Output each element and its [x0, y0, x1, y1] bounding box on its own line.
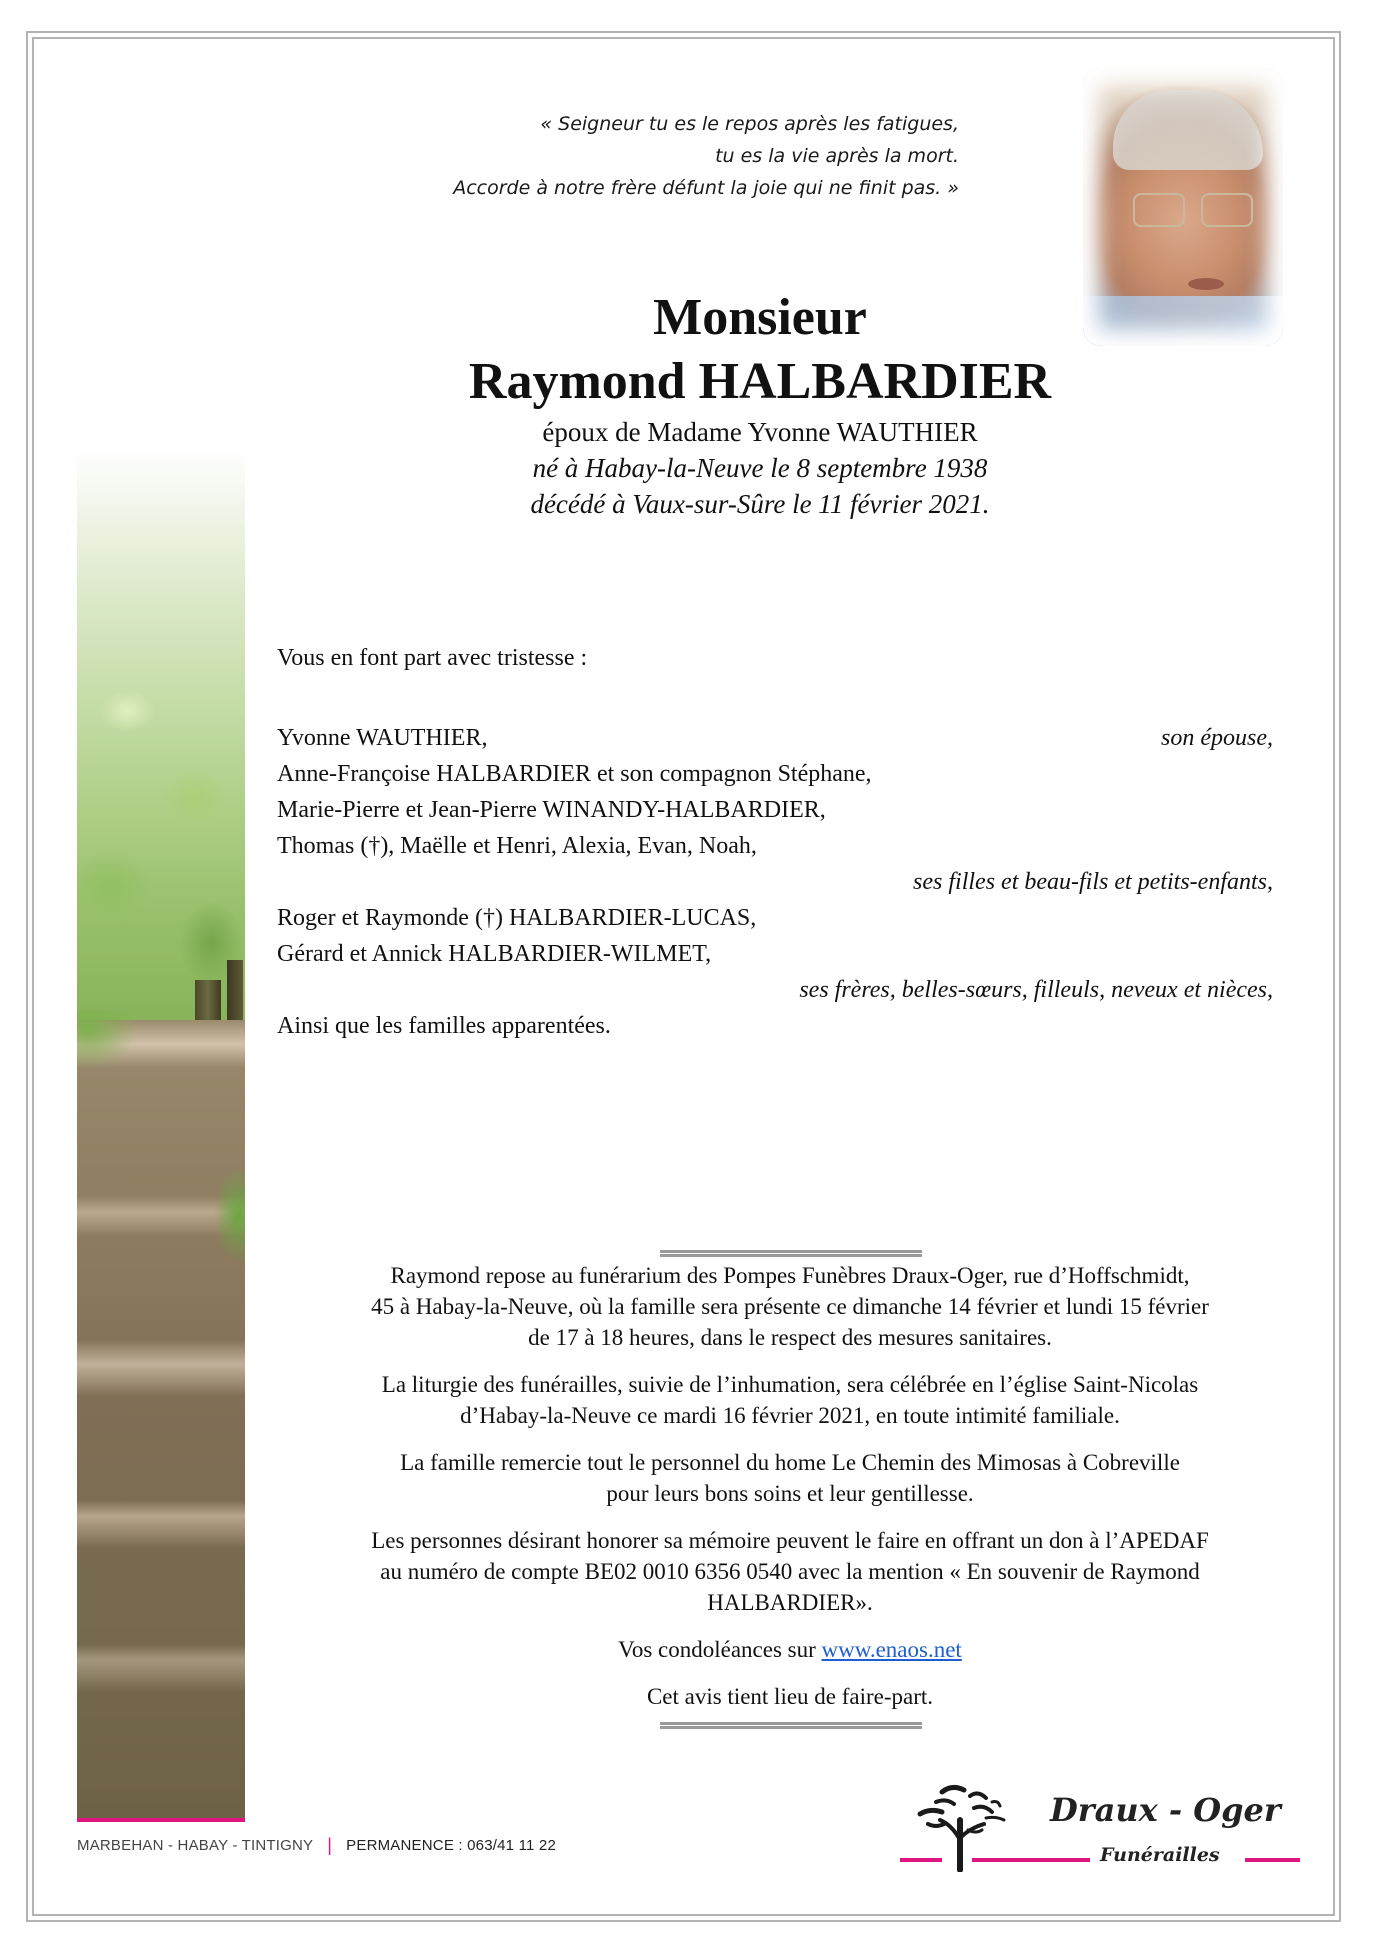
forest-canopy: [77, 450, 245, 1030]
info-line: Les personnes désirant honorer sa mémoire peuvent le faire en offrant un don à l’APEDAF: [371, 1528, 1209, 1553]
logo-accent-line: [1245, 1858, 1300, 1862]
family-name: Thomas (†), Maëlle et Henri, Alexia, Evan, Noah,: [277, 833, 757, 859]
family-relation: ses frères, belles-sœurs, filleuls, neveux et nièces,: [799, 977, 1273, 1003]
condolences-line: [262, 1634, 1318, 1665]
family-row: [277, 720, 1273, 756]
closing-text: Cet avis tient lieu de faire-part.: [646, 1684, 934, 1709]
family-row: [277, 972, 1273, 1008]
footer-towns: MARBEHAN - HABAY - TINTIGNY: [77, 1837, 314, 1854]
logo-accent-line: [972, 1858, 1090, 1862]
info-line: La liturgie des funérailles, suivie de l’inhumation, sera célébrée en l’église Saint-Nicolas: [381, 1372, 1199, 1397]
family-section: [277, 640, 1273, 1044]
grass: [215, 1170, 245, 1260]
logo-sub-text: Funérailles: [1100, 1844, 1220, 1866]
info-line: de 17 à 18 heures, dans le respect des mesures sanitaires.: [528, 1325, 1052, 1350]
info-line: au numéro de compte BE02 0010 6356 0540 avec la mention « En souvenir de Raymond: [380, 1559, 1200, 1584]
family-name: Ainsi que les familles apparentées.: [277, 1013, 611, 1039]
spouse-line: époux de Madame Yvonne WAUTHIER: [542, 417, 978, 447]
family-name: Roger et Raymonde (†) HALBARDIER-LUCAS,: [277, 905, 757, 931]
footer-contact: [77, 1835, 556, 1856]
condolences-text: [262, 1634, 1318, 1665]
condolences-prefix: Vos condoléances sur: [618, 1637, 816, 1662]
family-row: [277, 864, 1273, 900]
separator-double-line: [660, 1722, 922, 1729]
family-intro: Vous en font part avec tristesse :: [277, 645, 588, 671]
liturgy-paragraph: [262, 1369, 1318, 1431]
donation-paragraph: [262, 1525, 1318, 1618]
footer-permanence: PERMANENCE : 063/41 11 22: [346, 1837, 556, 1854]
family-row: [277, 900, 1273, 936]
family-name: Yvonne WAUTHIER,: [277, 725, 488, 751]
footer-divider: |: [327, 1835, 333, 1855]
family-relation: son épouse,: [1161, 725, 1273, 751]
family-relation: ses filles et beau-fils et petits-enfants,: [913, 869, 1273, 895]
condolences-link[interactable]: www.enaos.net: [821, 1637, 962, 1662]
family-row: [277, 936, 1273, 972]
death-line: décédé à Vaux-sur-Sûre le 11 février 2021.: [530, 489, 990, 519]
info-line: pour leurs bons soins et leur gentillesse.: [606, 1481, 974, 1506]
family-row: [277, 756, 1273, 792]
draux-oger-logo: [900, 1776, 1320, 1886]
forest-path: [77, 1020, 245, 1820]
info-line: Raymond repose au funérarium des Pompes Funèbres Draux-Oger, rue d’Hoffschmidt,: [390, 1263, 1190, 1288]
family-row: [277, 828, 1273, 864]
family-name: Anne-Françoise HALBARDIER et son compagnon Stéphane,: [277, 761, 872, 787]
birth-line: né à Habay-la-Neuve le 8 septembre 1938: [532, 453, 988, 483]
thanks-paragraph: [262, 1447, 1318, 1509]
family-row: [277, 1008, 1273, 1044]
separator-double-line: [660, 1250, 922, 1257]
deceased-title: Monsieur: [653, 289, 867, 346]
logo-accent-line: [900, 1858, 942, 1862]
grass: [77, 1010, 137, 1070]
info-line: 45 à Habay-la-Neuve, où la famille sera présente ce dimanche 14 février et lundi 15 février: [371, 1294, 1209, 1319]
prayer-quote: [453, 108, 959, 204]
quote-line: tu es la vie après la mort.: [715, 145, 959, 167]
accent-bar: [77, 1818, 245, 1822]
family-name: Gérard et Annick HALBARDIER-WILMET,: [277, 941, 712, 967]
forest-path-image: [77, 450, 245, 1820]
info-section: [262, 1260, 1318, 1728]
family-row: [277, 792, 1273, 828]
deceased-name: Raymond HALBARDIER: [468, 353, 1052, 410]
quote-line: Accorde à notre frère défunt la joie qui ne finit pas. »: [453, 177, 959, 199]
info-line: La famille remercie tout le personnel du home Le Chemin des Mimosas à Cobreville: [400, 1450, 1180, 1475]
quote-line: « Seigneur tu es le repos après les fatigues,: [540, 113, 959, 135]
closing-line: [262, 1681, 1318, 1712]
visitation-paragraph: [262, 1260, 1318, 1353]
info-line: HALBARDIER».: [707, 1590, 873, 1615]
logo-brand-text: Draux - Oger: [1050, 1791, 1281, 1829]
deceased-heading: [330, 286, 1190, 522]
info-line: d’Habay-la-Neuve ce mardi 16 février 2021, en toute intimité familiale.: [460, 1403, 1120, 1428]
family-name: Marie-Pierre et Jean-Pierre WINANDY-HALBARDIER,: [277, 797, 826, 823]
